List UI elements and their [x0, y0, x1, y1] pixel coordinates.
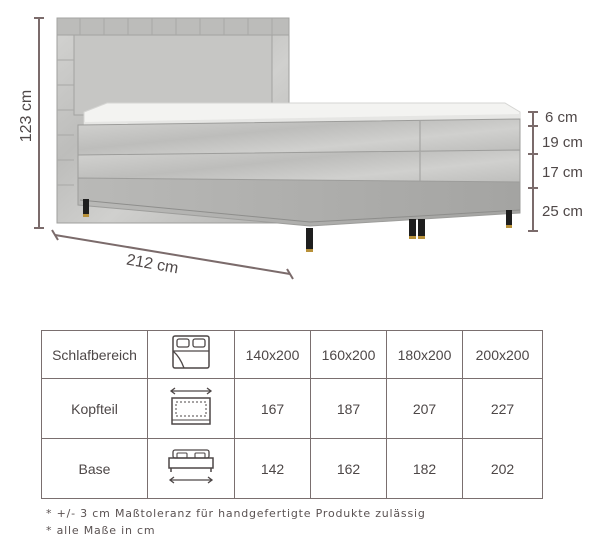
table-cell: 162 — [311, 439, 387, 499]
headboard-width-icon — [148, 379, 235, 439]
topper-height-label: 6 cm — [545, 109, 578, 126]
table-cell: 140x200 — [235, 331, 311, 379]
box-bottom-height-label: 25 cm — [542, 203, 583, 220]
row-label: Base — [42, 439, 148, 499]
box-top-height-label: 17 cm — [542, 164, 583, 181]
table-cell: 187 — [311, 379, 387, 439]
footnotes — [46, 505, 426, 539]
table-cell: 227 — [463, 379, 543, 439]
bed-top-view-icon — [148, 331, 235, 379]
table-cell: 180x200 — [387, 331, 463, 379]
bed-base-width-icon — [148, 439, 235, 499]
row-label: Kopfteil — [42, 379, 148, 439]
table-row — [42, 331, 543, 379]
table-cell: 142 — [235, 439, 311, 499]
table-row — [42, 439, 543, 499]
table-cell: 160x200 — [311, 331, 387, 379]
table-cell: 202 — [463, 439, 543, 499]
footnote-units: * alle Maße in cm — [46, 524, 156, 537]
table-cell: 167 — [235, 379, 311, 439]
table-cell: 182 — [387, 439, 463, 499]
height-dimension-label: 123 cm — [18, 89, 35, 143]
table-row — [42, 379, 543, 439]
table-cell: 200x200 — [463, 331, 543, 379]
width-dimension-label: 212 cm — [125, 251, 180, 278]
footnote-tolerance: * +/- 3 cm Maßtoleranz für handgefertigte Produkte zulässig — [46, 507, 426, 520]
table-cell: 207 — [387, 379, 463, 439]
size-table — [41, 330, 543, 499]
mattress-height-label: 19 cm — [542, 134, 583, 151]
row-label: Schlafbereich — [42, 331, 148, 379]
